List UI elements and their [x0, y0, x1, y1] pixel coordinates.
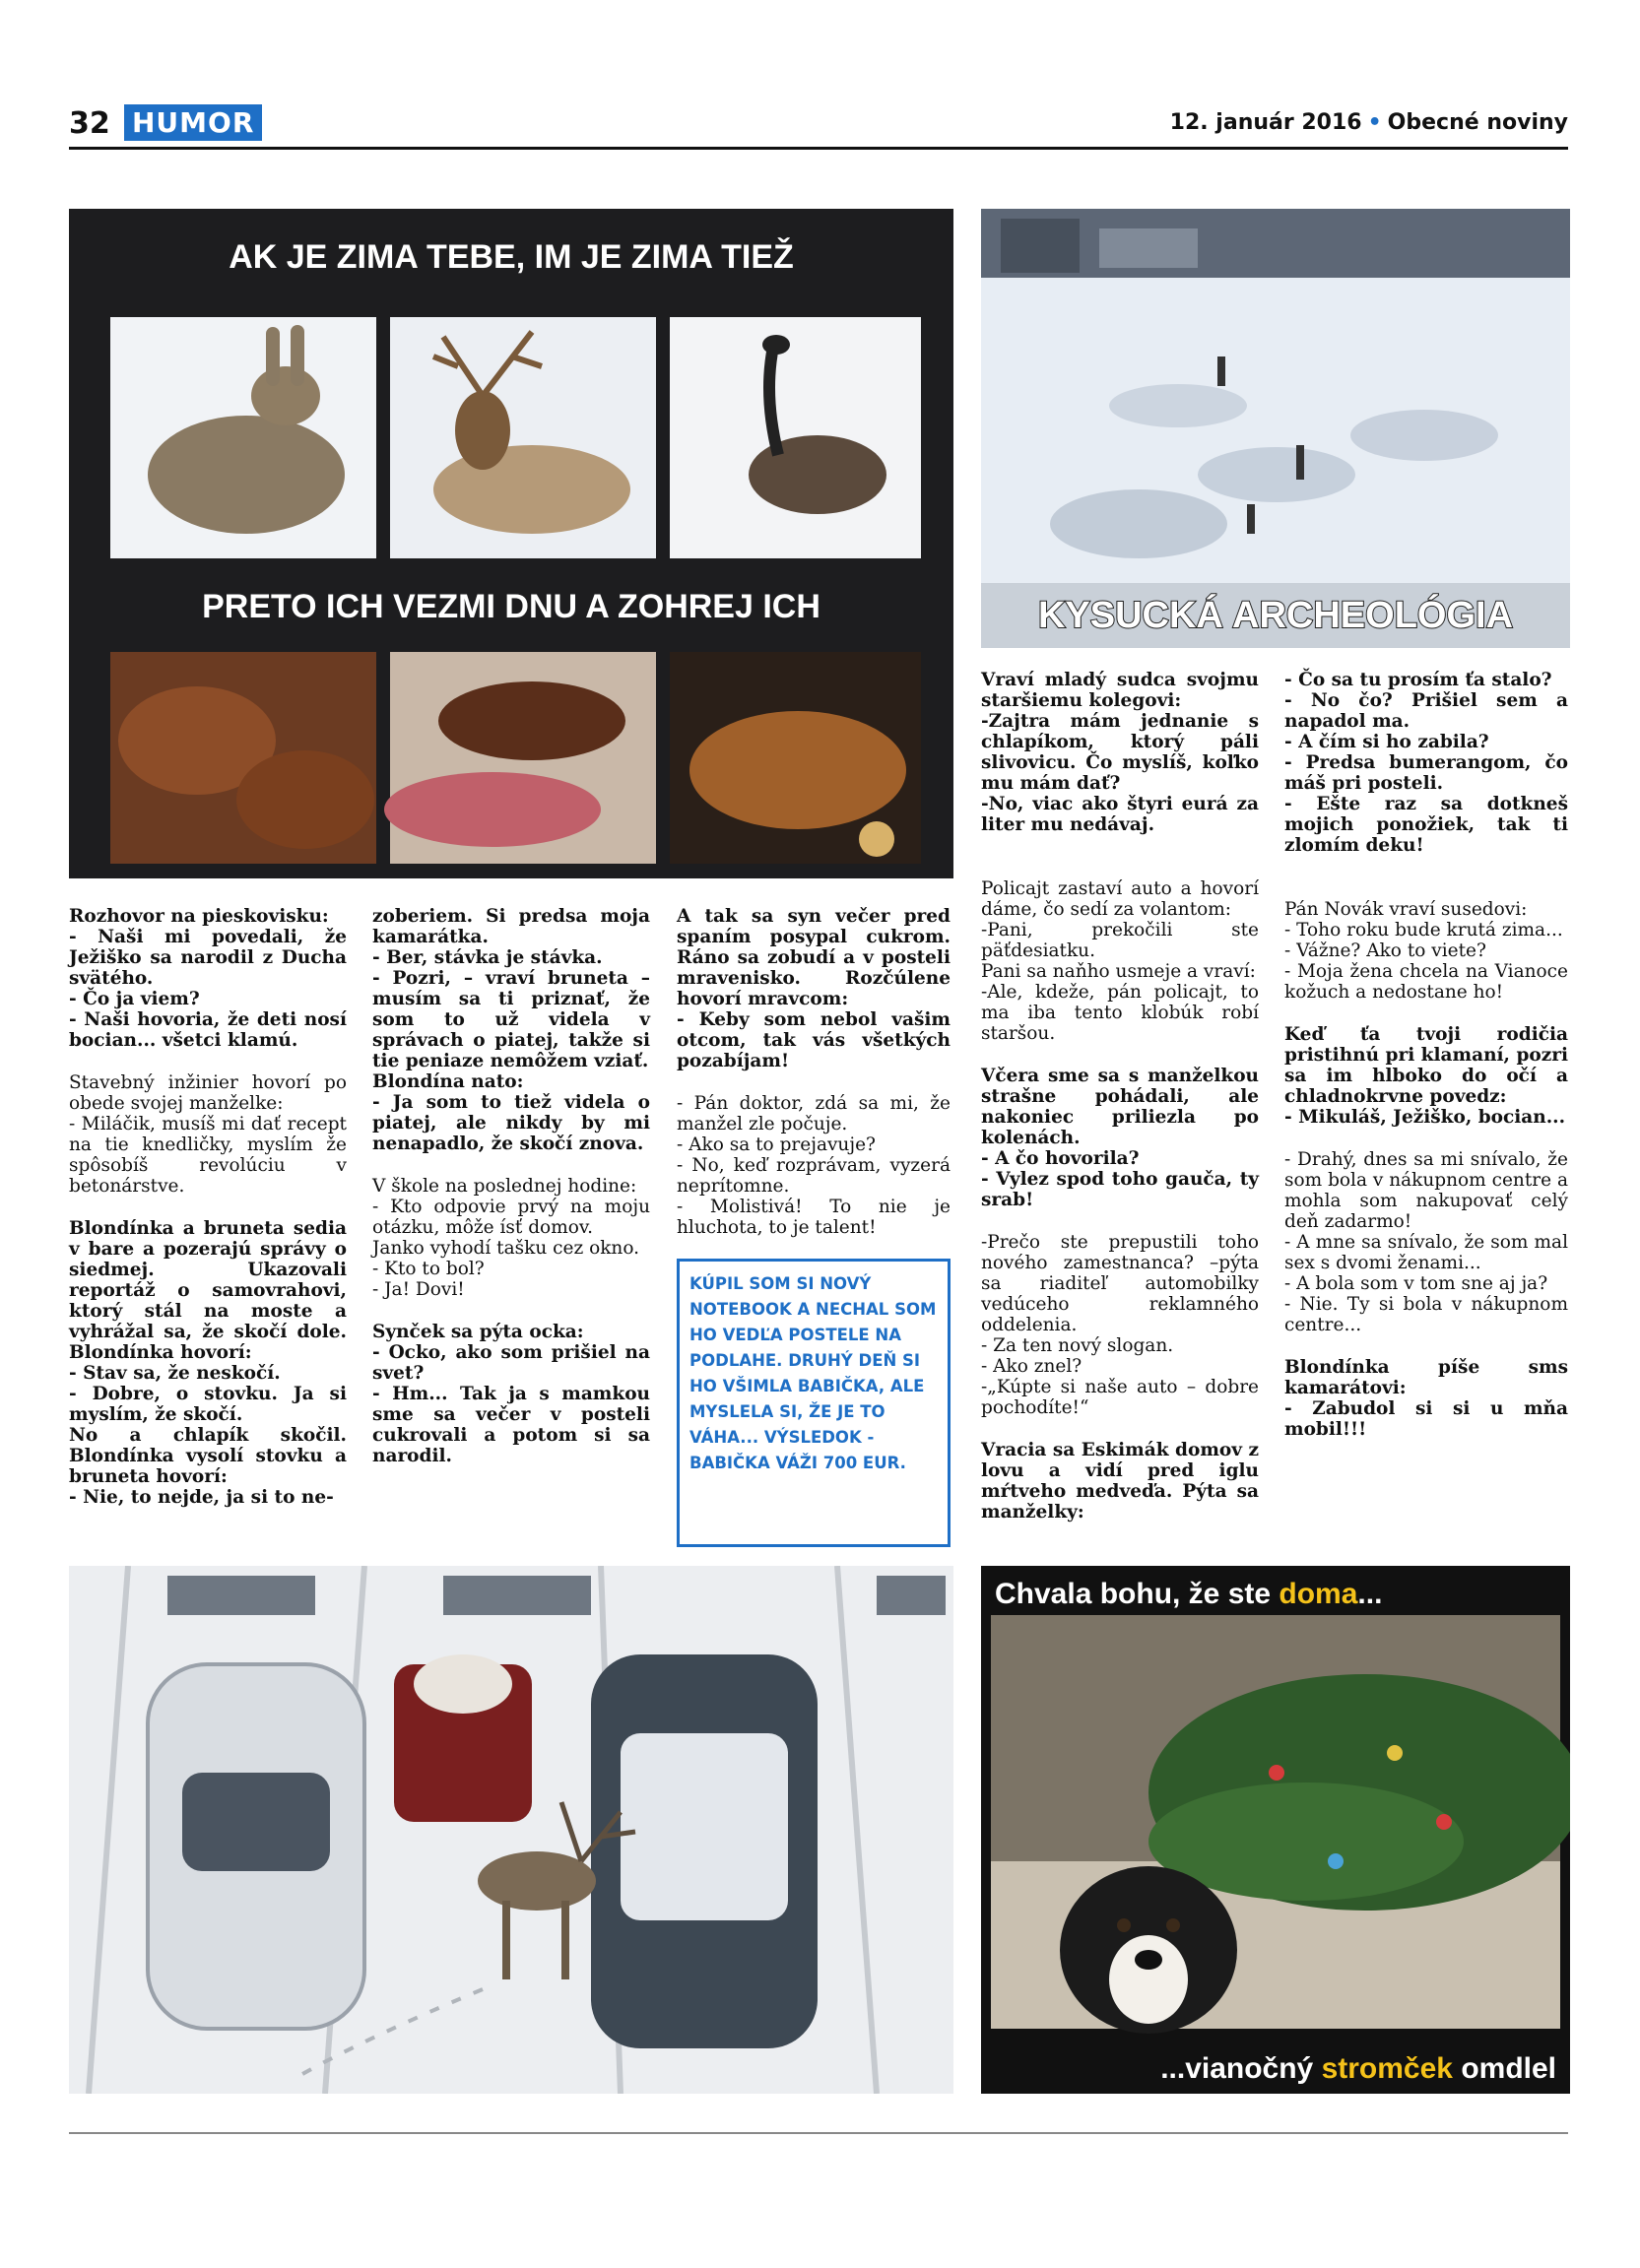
snow-parking-image — [981, 209, 1570, 648]
joke-judge: Vraví mladý sudca svojmu staršiemu kolegovi: -Zajtra mám jednanie s chlapíkom, ktorý páli slivovicu. Čo myslíš, koľko mu mám dať? -No, viac ako štyri eurá za liter mu nedávaj. — [981, 670, 1259, 835]
joke-engineer: Stavebný inžinier hovorí po obede svojej manželke: - Miláčik, musíš mi dať recept na tie knedličky, myslím že spôsobíš revolúciu v betonárstve. — [69, 1072, 347, 1197]
dateline — [1170, 110, 1568, 135]
joke-police: Policajt zastaví auto a hovorí dáme, čo sedí za volantom: -Pani, prekočili ste päťdesiatku. Pani sa naňho usmeje a vraví: -Ale, kdeže, pán policajt, to ma iba tento klobúk robí staršou. — [981, 878, 1259, 1044]
issue-date: 12. január 2016 — [1169, 110, 1362, 135]
joke-eskimo-cont: - Čo sa tu prosím ťa stalo? - No čo? Prišiel sem a napadol ma. - A čím si ho zabila? - Predsa bumerangom, čo máš pri posteli. - Ešte raz sa dotkneš mojich ponožiek, tak ti zlomím deku! — [1284, 670, 1568, 856]
joke-parents-lie: Keď ťa tvoji rodičia pristihnú pri klamaní, pozri sa im hlboko do očí a chladnokrvne povedz: - Mikuláš, Ježiško, bocian... — [1284, 1024, 1568, 1128]
animals-meme-image — [69, 209, 953, 878]
joke-column-4 — [981, 670, 1259, 1544]
joke-slogan: -Prečo ste prepustili toho nového zamestnanca? –pýta sa riaditeľ automobilky vedúceho reklamného oddelenia. - Za ten nový slogan. - Ako znel? -„Kúpte si naše auto – dobre pochodíte!“ — [981, 1232, 1259, 1418]
joke-sms: Blondínka píše sms kamarátovi: - Zabudol si si u mňa mobil!!! — [1284, 1357, 1568, 1440]
joke-couple-fight: Včera sme sa s manželkou strašne pohádali, ale nakoniec priliezla po kolenách. - A čo hovorila? - Vylez spod toho gauča, ty srab! — [981, 1066, 1259, 1210]
joke-column-3 — [677, 906, 951, 1260]
dog-meme-top: Chvala bohu, že ste doma... — [995, 1578, 1383, 1610]
joke-eskimo: Vracia sa Eskimák domov z lovu a vidí pred iglu mŕtveho medveďa. Pýta sa manželky: — [981, 1440, 1259, 1523]
joke-column-1 — [69, 906, 347, 1529]
joke-blonde-bet: Blondínka a bruneta sedia v bare a pozerajú správy o siedmej. Ukazovali reportáž o samovrahovi, ktorý stál na moste a vyhrážal sa, že skočí dole. Blondínka hovorí: - Stav sa, že neskočí. - Dobre, o stovku. Ja si myslím, že skočí. No a chlapík skočil. Blondínka vysolí stovku a bruneta hovorí: - Nie, to nejde, ja si to ne- — [69, 1218, 347, 1508]
joke-son-father: Synček sa pýta ocka: - Ocko, ako som prišiel na svet? - Hm... Tak ja s mamkou sme sa večer v posteli cukrovali a potom si sa narodil. — [372, 1322, 650, 1466]
joke-blonde-bet-cont: zoberiem. Si predsa moja kamarátka. - Ber, stávka je stávka. - Pozri, – vraví bruneta – musím sa ti priznať, že som to už videla v správach o piatej, takže si tie peniaze nemôžem vziať. Blondína nato: - Ja som to tiež videla o piatej, ale nikdy by mi nenapadlo, že skočí znova. — [372, 906, 650, 1154]
meme-middle-text: PRETO ICH VEZMI DNU A ZOHREJ ICH — [202, 588, 820, 625]
joke-school: V škole na poslednej hodine: - Kto odpovie prvý na moju otázku, môže ísť domov. Janko vyhodí tašku cez okno. - Kto to bol? - Ja! Dovi! — [372, 1176, 650, 1300]
joke-sandbox: Rozhovor na pieskovisku: - Naši mi povedali, že Ježiško sa narodil z Ducha svätého. - Čo ja viem? - Naši hovoria, že deti nosí bocian... všetci klamú. — [69, 906, 347, 1051]
dog-meme-bottom: ...vianočný stromček omdlel — [1160, 2052, 1556, 2085]
joke-novak: Pán Novák vraví susedovi: - Toho roku bude krutá zima... - Vážne? Ako to viete? - Moja žena chcela na Vianoce kožuch a nedostane ho! — [1284, 899, 1568, 1003]
joke-sugar-ants: A tak sa syn večer pred spaním posypal cukrom. Ráno sa zobudí a v posteli mravenisko. Rozčúlene hovorí mravcom: - Keby som nebol vašim otcom, tak vás všetkých pozabíjam! — [677, 906, 951, 1071]
meme-top-text: AK JE ZIMA TEBE, IM JE ZIMA TIEŽ — [229, 238, 794, 276]
publication-name: Obecné noviny — [1387, 110, 1568, 135]
dog-tree-image — [981, 1566, 1570, 2094]
section-label: HUMOR — [124, 104, 262, 141]
page-number: 32 — [69, 106, 110, 141]
page-header — [69, 104, 1568, 150]
kysucka-caption: KYSUCKÁ ARCHEOLÓGIA — [1037, 595, 1514, 636]
notice-box-text: KÚPIL SOM SI NOVÝ NOTEBOOK A NECHAL SOM HO VEDĽA POSTELE NA PODLAHE. DRUHÝ DEŇ SI HO VŠIMLA BABIČKA, ALE MYSLELA SI, ŽE JE TO VÁHA... VÝSLEDOK - BABIČKA VÁŽI 700 EUR. — [689, 1274, 937, 1472]
bottom-rule — [69, 2132, 1568, 2134]
joke-column-2 — [372, 906, 650, 1488]
notice-box — [677, 1259, 951, 1547]
joke-doctor: - Pán doktor, zdá sa mi, že manžel zle počuje. - Ako sa to prejavuje? - No, keď rozprávam, vyzerá neprítomne. - Molistivá! To nie je hluchota, to je talent! — [677, 1093, 951, 1238]
joke-column-5 — [1284, 670, 1568, 1461]
separator-dot: • — [1367, 110, 1382, 135]
sleigh-parking-image — [69, 1566, 953, 2094]
joke-shopping-dream: - Drahý, dnes sa mi snívalo, že som bola v nákupnom centre a mohla som nakupovať celý deň zadarmo! - A mne sa snívalo, že som mal sex s dvomi ženami... - A bola som v tom sne aj ja? - Nie. Ty si bola v nákupnom centre... — [1284, 1149, 1568, 1335]
